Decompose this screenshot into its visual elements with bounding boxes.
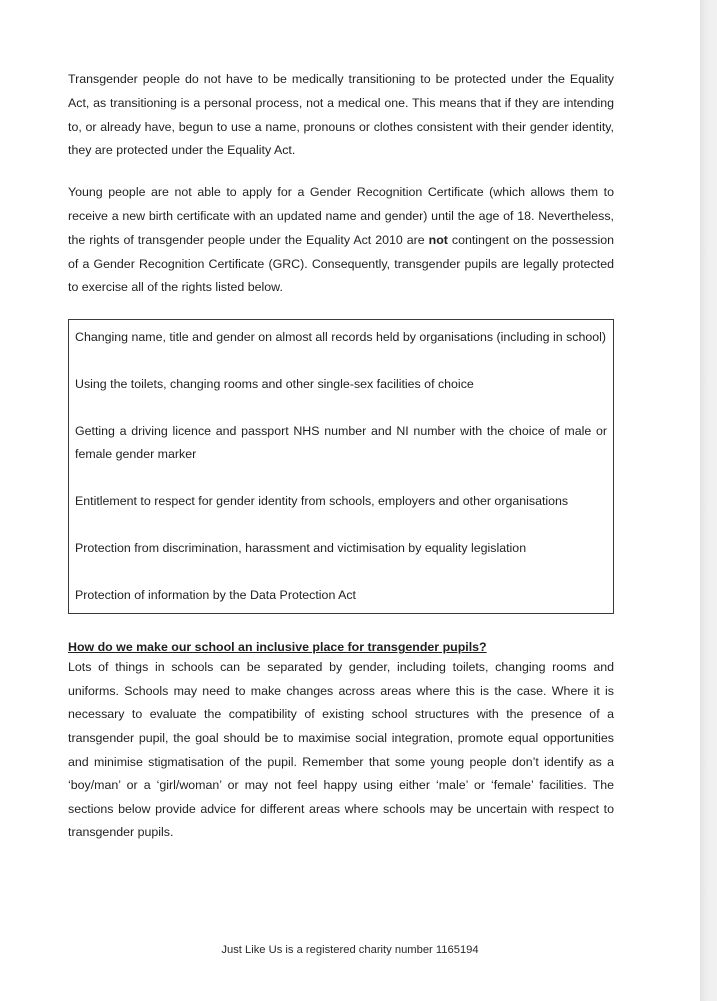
rights-item: Changing name, title and gender on almost all records held by organisations (including in school) bbox=[75, 330, 607, 345]
page-edge-shadow bbox=[700, 0, 717, 1001]
paragraph-grc-bold: not bbox=[428, 232, 448, 247]
rights-item: Protection of information by the Data Protection Act bbox=[75, 587, 357, 602]
paragraph-grc-part2: contingent on the possession of a Gender Recognition Certificate (GRC). Consequently, transgender pupils are legally protected to exercise all of the rights listed below. bbox=[68, 232, 614, 295]
rights-box bbox=[68, 319, 614, 614]
rights-item: Getting a driving licence and passport NHS number and NI number with the choice of male or female gender marker bbox=[75, 424, 607, 461]
paragraph-grc-part1: Young people are not able to apply for a Gender Recognition Certificate (which allows them to receive a new birth certificate with an updated name and gender) until the age of 18. Nevertheless, the rights of transgender people under the Equality Act 2010 are bbox=[68, 185, 614, 247]
inclusive-section-heading: How do we make our school an inclusive place for transgender pupils? bbox=[68, 640, 487, 655]
rights-item: Entitlement to respect for gender identity from schools, employers and other organisations bbox=[75, 493, 569, 508]
paragraph-medical-transition: Transgender people do not have to be medically transitioning to be protected under the Equality Act, as transitioning is a personal process, not a medical one. This means that if they are intending to, or already have, begun to use a name, pronouns or clothes consistent with their gender identity, they are protected under the Equality Act. bbox=[68, 72, 614, 158]
rights-item: Protection from discrimination, harassment and victimisation by equality legislation bbox=[75, 540, 527, 555]
page-content bbox=[68, 68, 614, 845]
paragraph-grc bbox=[68, 181, 614, 300]
page-footer: Just Like Us is a registered charity number 1165194 bbox=[221, 944, 479, 956]
rights-item: Using the toilets, changing rooms and other single-sex facilities of choice bbox=[75, 377, 474, 392]
inclusive-section-body: Lots of things in schools can be separated by gender, including toilets, changing rooms and uniforms. Schools may need to make changes across areas where this is the case. Where it is necessary to evaluate the compatibility of existing school structures with the presence of a transgender pupil, the goal should be to maximise social integration, promote equal opportunities and minimise stigmatisation of the pupil. Remember that some young people don’t identify as a ‘boy/man’ or a ‘girl/woman’ or may not feel happy using either ‘male’ or ‘female’ facilities. The sections below provide advice for different areas where schools may be uncertain with respect to transgender pupils. bbox=[68, 660, 614, 840]
